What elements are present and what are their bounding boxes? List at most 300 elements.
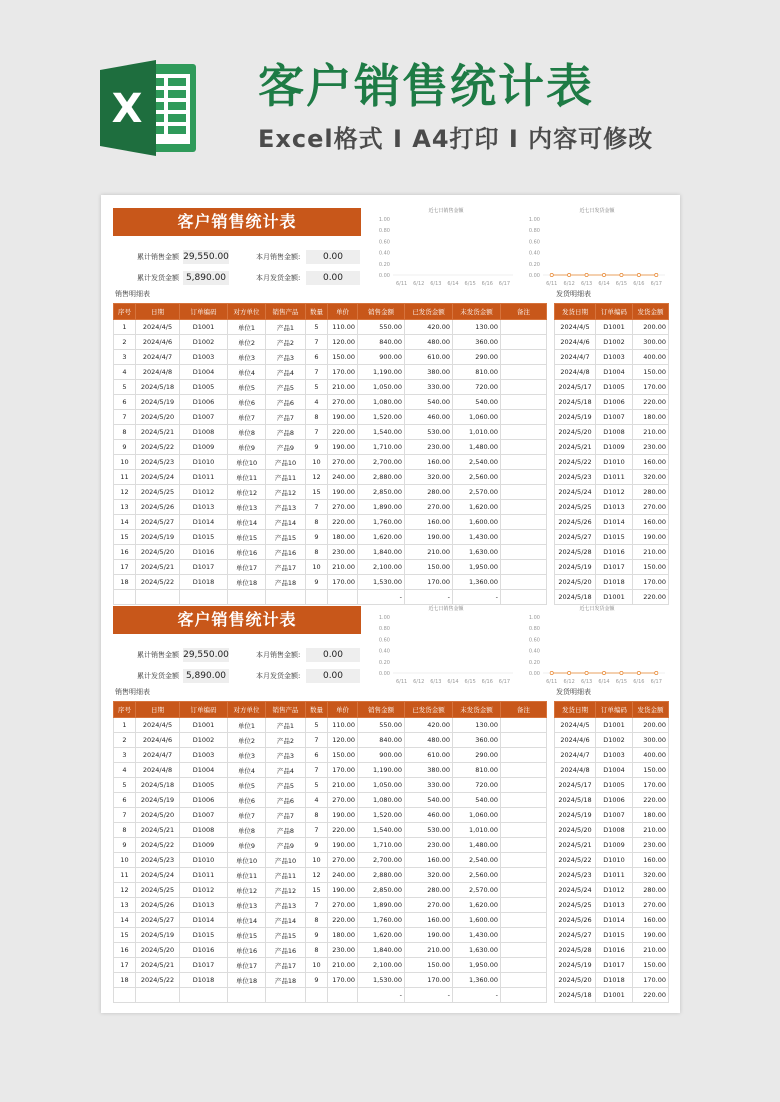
table-cell[interactable] bbox=[501, 823, 547, 838]
table-cell[interactable]: 2024/5/20 bbox=[136, 808, 180, 823]
table-cell[interactable]: 1,480.00 bbox=[453, 440, 501, 455]
table-cell[interactable]: D1009 bbox=[180, 838, 228, 853]
table-cell[interactable] bbox=[501, 838, 547, 853]
table-cell[interactable]: 2024/4/6 bbox=[136, 335, 180, 350]
table-cell[interactable] bbox=[501, 320, 547, 335]
table-cell[interactable]: 180.00 bbox=[633, 808, 669, 823]
table-cell[interactable] bbox=[501, 808, 547, 823]
table-cell[interactable]: D1004 bbox=[596, 763, 633, 778]
table-cell[interactable]: 单位1 bbox=[228, 718, 266, 733]
table-cell[interactable]: 单位12 bbox=[228, 485, 266, 500]
table-cell[interactable]: 8 bbox=[306, 515, 328, 530]
table-cell[interactable]: 270.00 bbox=[633, 898, 669, 913]
table-cell[interactable]: 1,540.00 bbox=[358, 823, 405, 838]
table-cell[interactable]: 单位3 bbox=[228, 350, 266, 365]
table-cell[interactable]: 2,700.00 bbox=[358, 455, 405, 470]
table-cell[interactable]: 1,840.00 bbox=[358, 545, 405, 560]
table-cell[interactable]: 150.00 bbox=[633, 958, 669, 973]
table-cell[interactable]: 840.00 bbox=[358, 733, 405, 748]
table-cell[interactable]: 120.00 bbox=[328, 335, 358, 350]
table-cell[interactable]: 2024/5/23 bbox=[136, 455, 180, 470]
table-cell[interactable] bbox=[501, 793, 547, 808]
table-cell[interactable]: 160.00 bbox=[633, 455, 669, 470]
table-cell[interactable]: 190.00 bbox=[405, 928, 453, 943]
table-cell[interactable]: 230.00 bbox=[633, 838, 669, 853]
table-cell[interactable]: 2024/4/7 bbox=[555, 350, 596, 365]
table-cell[interactable]: 230.00 bbox=[405, 838, 453, 853]
table-cell[interactable]: D1012 bbox=[180, 485, 228, 500]
table-cell[interactable]: 180.00 bbox=[328, 530, 358, 545]
table-cell[interactable]: 2,540.00 bbox=[453, 853, 501, 868]
table-cell[interactable] bbox=[136, 988, 180, 1003]
table-cell[interactable]: D1010 bbox=[180, 455, 228, 470]
table-cell[interactable]: D1002 bbox=[180, 733, 228, 748]
table-cell[interactable]: 1,620.00 bbox=[453, 898, 501, 913]
table-cell[interactable] bbox=[501, 470, 547, 485]
table-cell[interactable]: 1,050.00 bbox=[358, 778, 405, 793]
table-cell[interactable]: 270.00 bbox=[328, 500, 358, 515]
table-cell[interactable]: 7 bbox=[306, 898, 328, 913]
table-cell[interactable]: 810.00 bbox=[453, 763, 501, 778]
table-cell[interactable]: 610.00 bbox=[405, 350, 453, 365]
table-cell[interactable] bbox=[180, 988, 228, 1003]
table-cell[interactable]: D1001 bbox=[596, 320, 633, 335]
table-cell[interactable]: 产品12 bbox=[266, 883, 306, 898]
table-cell[interactable]: 9 bbox=[306, 838, 328, 853]
table-cell[interactable]: 2024/5/20 bbox=[136, 943, 180, 958]
table-cell[interactable]: 2024/5/19 bbox=[555, 808, 596, 823]
table-cell[interactable]: D1015 bbox=[596, 928, 633, 943]
table-cell[interactable]: 2024/5/24 bbox=[136, 868, 180, 883]
table-cell[interactable] bbox=[501, 335, 547, 350]
table-cell[interactable]: 270.00 bbox=[405, 898, 453, 913]
table-cell[interactable]: 320.00 bbox=[633, 868, 669, 883]
table-cell[interactable]: D1015 bbox=[180, 928, 228, 943]
table-cell[interactable]: 7 bbox=[306, 365, 328, 380]
table-cell[interactable]: D1003 bbox=[180, 748, 228, 763]
table-cell[interactable]: D1005 bbox=[180, 380, 228, 395]
table-cell[interactable]: 270.00 bbox=[633, 500, 669, 515]
table-cell[interactable]: D1017 bbox=[180, 560, 228, 575]
table-cell[interactable]: 180.00 bbox=[328, 928, 358, 943]
table-cell[interactable]: 130.00 bbox=[453, 718, 501, 733]
table-cell[interactable]: 产品3 bbox=[266, 350, 306, 365]
table-cell[interactable]: 9 bbox=[114, 440, 136, 455]
table-cell[interactable]: 210.00 bbox=[328, 560, 358, 575]
table-cell[interactable]: 7 bbox=[306, 500, 328, 515]
table-cell[interactable]: 190.00 bbox=[328, 838, 358, 853]
table-cell[interactable]: 产品17 bbox=[266, 958, 306, 973]
table-cell[interactable]: 单位4 bbox=[228, 763, 266, 778]
table-cell[interactable]: 5 bbox=[114, 778, 136, 793]
table-cell[interactable]: 210.00 bbox=[328, 380, 358, 395]
table-cell[interactable]: 210.00 bbox=[633, 943, 669, 958]
table-cell[interactable]: 1,530.00 bbox=[358, 575, 405, 590]
table-cell[interactable]: 2024/5/21 bbox=[136, 823, 180, 838]
table-cell[interactable]: 10 bbox=[306, 853, 328, 868]
table-cell[interactable] bbox=[501, 425, 547, 440]
table-cell[interactable]: 320.00 bbox=[405, 868, 453, 883]
table-cell[interactable]: 2,850.00 bbox=[358, 485, 405, 500]
table-cell[interactable]: 190.00 bbox=[328, 485, 358, 500]
table-cell[interactable]: 1,060.00 bbox=[453, 410, 501, 425]
table-cell[interactable] bbox=[501, 883, 547, 898]
table-cell[interactable]: 160.00 bbox=[633, 853, 669, 868]
table-cell[interactable]: 产品10 bbox=[266, 455, 306, 470]
table-cell[interactable]: D1010 bbox=[596, 455, 633, 470]
table-cell[interactable]: 2024/5/17 bbox=[555, 380, 596, 395]
month-ship-value[interactable]: 0.00 bbox=[306, 669, 360, 683]
table-cell[interactable]: D1008 bbox=[596, 425, 633, 440]
table-cell[interactable]: 150.00 bbox=[328, 350, 358, 365]
table-cell[interactable]: 900.00 bbox=[358, 350, 405, 365]
table-cell[interactable]: 产品2 bbox=[266, 733, 306, 748]
table-cell[interactable]: 单位6 bbox=[228, 793, 266, 808]
table-cell[interactable]: 6 bbox=[306, 350, 328, 365]
table-cell[interactable]: 2024/5/21 bbox=[136, 560, 180, 575]
table-cell[interactable]: 8 bbox=[306, 410, 328, 425]
table-cell[interactable]: D1016 bbox=[180, 545, 228, 560]
table-cell[interactable]: 9 bbox=[306, 530, 328, 545]
table-cell[interactable] bbox=[306, 988, 328, 1003]
table-cell[interactable] bbox=[501, 560, 547, 575]
table-cell[interactable]: 产品7 bbox=[266, 808, 306, 823]
table-cell[interactable]: 2024/5/26 bbox=[555, 913, 596, 928]
table-cell[interactable]: 8 bbox=[306, 913, 328, 928]
table-cell[interactable]: 14 bbox=[114, 913, 136, 928]
table-cell[interactable]: 10 bbox=[306, 455, 328, 470]
table-cell[interactable]: - bbox=[358, 988, 405, 1003]
table-cell[interactable]: 190.00 bbox=[405, 530, 453, 545]
table-cell[interactable]: 单位5 bbox=[228, 778, 266, 793]
table-cell[interactable]: D1012 bbox=[596, 883, 633, 898]
table-cell[interactable]: D1017 bbox=[596, 560, 633, 575]
table-cell[interactable]: - bbox=[405, 988, 453, 1003]
table-cell[interactable]: 270.00 bbox=[405, 500, 453, 515]
table-cell[interactable]: 210.00 bbox=[633, 425, 669, 440]
table-cell[interactable]: 8 bbox=[306, 943, 328, 958]
table-cell[interactable]: 160.00 bbox=[405, 913, 453, 928]
table-cell[interactable]: 1,060.00 bbox=[453, 808, 501, 823]
table-cell[interactable]: 2024/5/17 bbox=[555, 778, 596, 793]
table-cell[interactable]: 9 bbox=[306, 440, 328, 455]
table-cell[interactable] bbox=[501, 515, 547, 530]
table-cell[interactable]: 产品6 bbox=[266, 793, 306, 808]
table-cell[interactable]: D1006 bbox=[596, 793, 633, 808]
table-cell[interactable]: 420.00 bbox=[405, 320, 453, 335]
table-cell[interactable]: 10 bbox=[306, 958, 328, 973]
table-cell[interactable]: 8 bbox=[306, 545, 328, 560]
table-cell[interactable]: 190.00 bbox=[328, 883, 358, 898]
table-cell[interactable]: D1016 bbox=[180, 943, 228, 958]
table-cell[interactable]: 单位9 bbox=[228, 838, 266, 853]
table-cell[interactable]: D1011 bbox=[180, 868, 228, 883]
table-cell[interactable]: 190.00 bbox=[633, 530, 669, 545]
table-cell[interactable]: D1007 bbox=[596, 808, 633, 823]
table-cell[interactable]: 480.00 bbox=[405, 733, 453, 748]
table-cell[interactable] bbox=[114, 988, 136, 1003]
table-cell[interactable]: 220.00 bbox=[328, 425, 358, 440]
table-cell[interactable]: 300.00 bbox=[633, 733, 669, 748]
table-cell[interactable]: 单位2 bbox=[228, 335, 266, 350]
table-cell[interactable]: 4 bbox=[114, 365, 136, 380]
table-cell[interactable] bbox=[501, 380, 547, 395]
table-cell[interactable]: 10 bbox=[114, 455, 136, 470]
table-cell[interactable]: 产品8 bbox=[266, 425, 306, 440]
table-cell[interactable]: 4 bbox=[306, 793, 328, 808]
table-cell[interactable]: 2024/5/21 bbox=[136, 958, 180, 973]
table-cell[interactable] bbox=[266, 988, 306, 1003]
table-cell[interactable]: D1018 bbox=[596, 973, 633, 988]
table-cell[interactable]: D1014 bbox=[596, 913, 633, 928]
table-cell[interactable]: 2024/4/6 bbox=[136, 733, 180, 748]
table-cell[interactable]: 380.00 bbox=[405, 763, 453, 778]
table-cell[interactable]: 330.00 bbox=[405, 380, 453, 395]
table-cell[interactable]: 2024/5/27 bbox=[555, 530, 596, 545]
table-cell[interactable]: 2024/5/20 bbox=[555, 575, 596, 590]
table-cell[interactable]: 单位4 bbox=[228, 365, 266, 380]
table-cell[interactable]: 单位18 bbox=[228, 575, 266, 590]
table-cell[interactable] bbox=[501, 718, 547, 733]
table-cell[interactable]: 7 bbox=[306, 335, 328, 350]
table-cell[interactable]: 2024/4/6 bbox=[555, 335, 596, 350]
table-cell[interactable]: 200.00 bbox=[633, 718, 669, 733]
table-cell[interactable]: 1,520.00 bbox=[358, 808, 405, 823]
table-cell[interactable]: 16 bbox=[114, 545, 136, 560]
table-cell[interactable]: D1001 bbox=[596, 988, 633, 1003]
table-cell[interactable]: 单位10 bbox=[228, 455, 266, 470]
table-cell[interactable]: 150.00 bbox=[633, 763, 669, 778]
table-cell[interactable]: D1013 bbox=[180, 898, 228, 913]
table-cell[interactable]: 单位14 bbox=[228, 913, 266, 928]
table-cell[interactable]: 3 bbox=[114, 748, 136, 763]
total-sales-value[interactable]: 29,550.00 bbox=[183, 252, 229, 262]
table-cell[interactable]: 2024/5/26 bbox=[555, 515, 596, 530]
table-cell[interactable]: D1009 bbox=[180, 440, 228, 455]
table-cell[interactable]: - bbox=[358, 590, 405, 605]
table-cell[interactable]: 单位16 bbox=[228, 545, 266, 560]
table-cell[interactable] bbox=[501, 943, 547, 958]
table-cell[interactable]: 2024/5/23 bbox=[555, 868, 596, 883]
table-cell[interactable]: D1010 bbox=[596, 853, 633, 868]
table-cell[interactable]: 2024/5/18 bbox=[555, 590, 596, 605]
table-cell[interactable]: 230.00 bbox=[405, 440, 453, 455]
table-cell[interactable]: 产品6 bbox=[266, 395, 306, 410]
table-cell[interactable]: 280.00 bbox=[633, 883, 669, 898]
table-cell[interactable]: 单位16 bbox=[228, 943, 266, 958]
table-cell[interactable]: 270.00 bbox=[328, 395, 358, 410]
table-cell[interactable]: 2,560.00 bbox=[453, 470, 501, 485]
table-cell[interactable]: 110.00 bbox=[328, 320, 358, 335]
table-cell[interactable]: 230.00 bbox=[328, 545, 358, 560]
table-cell[interactable]: 7 bbox=[306, 733, 328, 748]
table-cell[interactable]: D1003 bbox=[596, 350, 633, 365]
table-cell[interactable]: 160.00 bbox=[405, 515, 453, 530]
table-cell[interactable] bbox=[501, 763, 547, 778]
table-cell[interactable]: 220.00 bbox=[633, 395, 669, 410]
table-cell[interactable]: 190.00 bbox=[633, 928, 669, 943]
table-cell[interactable]: 2,880.00 bbox=[358, 470, 405, 485]
table-cell[interactable]: 320.00 bbox=[633, 470, 669, 485]
table-cell[interactable]: D1007 bbox=[180, 808, 228, 823]
table-cell[interactable]: 10 bbox=[306, 560, 328, 575]
table-cell[interactable]: 180.00 bbox=[633, 410, 669, 425]
table-cell[interactable]: 380.00 bbox=[405, 365, 453, 380]
table-cell[interactable]: D1016 bbox=[596, 943, 633, 958]
table-cell[interactable]: 2024/5/23 bbox=[136, 853, 180, 868]
table-cell[interactable]: 产品7 bbox=[266, 410, 306, 425]
total-sales-value[interactable]: 29,550.00 bbox=[183, 650, 229, 660]
table-cell[interactable]: 360.00 bbox=[453, 335, 501, 350]
table-cell[interactable] bbox=[501, 410, 547, 425]
table-cell[interactable]: 2024/5/27 bbox=[136, 913, 180, 928]
table-cell[interactable]: 280.00 bbox=[405, 485, 453, 500]
table-cell[interactable]: 540.00 bbox=[453, 395, 501, 410]
table-cell[interactable] bbox=[328, 988, 358, 1003]
table-cell[interactable]: 170.00 bbox=[633, 380, 669, 395]
table-cell[interactable]: D1002 bbox=[596, 733, 633, 748]
table-cell[interactable] bbox=[501, 365, 547, 380]
table-cell[interactable]: 2024/5/25 bbox=[555, 898, 596, 913]
table-cell[interactable]: 2024/5/20 bbox=[136, 545, 180, 560]
table-cell[interactable]: 1,620.00 bbox=[358, 530, 405, 545]
table-cell[interactable]: D1005 bbox=[596, 380, 633, 395]
table-cell[interactable]: 15 bbox=[306, 485, 328, 500]
table-cell[interactable]: 18 bbox=[114, 575, 136, 590]
table-cell[interactable]: 160.00 bbox=[633, 913, 669, 928]
table-cell[interactable]: 17 bbox=[114, 958, 136, 973]
table-cell[interactable]: 2024/4/6 bbox=[555, 733, 596, 748]
table-cell[interactable]: 2024/5/22 bbox=[136, 973, 180, 988]
table-cell[interactable]: 17 bbox=[114, 560, 136, 575]
table-cell[interactable]: 2024/5/19 bbox=[136, 928, 180, 943]
table-cell[interactable]: 单位8 bbox=[228, 823, 266, 838]
table-cell[interactable]: 2024/5/21 bbox=[555, 440, 596, 455]
table-cell[interactable]: 产品1 bbox=[266, 718, 306, 733]
table-cell[interactable]: 480.00 bbox=[405, 335, 453, 350]
table-cell[interactable]: 810.00 bbox=[453, 365, 501, 380]
table-cell[interactable]: 单位11 bbox=[228, 868, 266, 883]
table-cell[interactable]: 2 bbox=[114, 335, 136, 350]
table-cell[interactable]: 190.00 bbox=[328, 808, 358, 823]
table-cell[interactable]: 1,360.00 bbox=[453, 973, 501, 988]
table-cell[interactable]: 530.00 bbox=[405, 425, 453, 440]
table-cell[interactable] bbox=[501, 853, 547, 868]
table-cell[interactable]: 400.00 bbox=[633, 350, 669, 365]
table-cell[interactable]: 产品13 bbox=[266, 500, 306, 515]
table-cell[interactable]: 150.00 bbox=[633, 560, 669, 575]
table-cell[interactable]: 2024/5/26 bbox=[136, 500, 180, 515]
table-cell[interactable]: 产品9 bbox=[266, 440, 306, 455]
table-cell[interactable] bbox=[501, 575, 547, 590]
table-cell[interactable]: D1008 bbox=[180, 823, 228, 838]
table-cell[interactable] bbox=[501, 988, 547, 1003]
table-cell[interactable]: D1018 bbox=[180, 973, 228, 988]
table-cell[interactable]: 15 bbox=[114, 928, 136, 943]
table-cell[interactable]: D1001 bbox=[180, 320, 228, 335]
table-cell[interactable]: 300.00 bbox=[633, 335, 669, 350]
table-cell[interactable] bbox=[501, 455, 547, 470]
table-cell[interactable]: D1013 bbox=[180, 500, 228, 515]
table-cell[interactable]: 单位2 bbox=[228, 733, 266, 748]
table-cell[interactable]: 210.00 bbox=[328, 958, 358, 973]
table-cell[interactable]: 1,080.00 bbox=[358, 793, 405, 808]
table-cell[interactable]: 1,710.00 bbox=[358, 838, 405, 853]
table-cell[interactable]: 单位18 bbox=[228, 973, 266, 988]
table-cell[interactable]: 170.00 bbox=[633, 575, 669, 590]
table-cell[interactable]: 270.00 bbox=[328, 793, 358, 808]
table-cell[interactable] bbox=[501, 748, 547, 763]
table-cell[interactable]: 2024/4/5 bbox=[555, 718, 596, 733]
table-cell[interactable]: 1,620.00 bbox=[453, 500, 501, 515]
table-cell[interactable]: 产品15 bbox=[266, 928, 306, 943]
table-cell[interactable]: 产品2 bbox=[266, 335, 306, 350]
table-cell[interactable]: 210.00 bbox=[633, 545, 669, 560]
table-cell[interactable]: D1012 bbox=[596, 485, 633, 500]
table-cell[interactable]: 2024/5/22 bbox=[136, 440, 180, 455]
table-cell[interactable]: 6 bbox=[306, 748, 328, 763]
table-cell[interactable]: 210.00 bbox=[633, 823, 669, 838]
table-cell[interactable]: 9 bbox=[306, 928, 328, 943]
table-cell[interactable]: 产品17 bbox=[266, 560, 306, 575]
table-cell[interactable]: D1011 bbox=[180, 470, 228, 485]
table-cell[interactable] bbox=[501, 973, 547, 988]
table-cell[interactable]: D1014 bbox=[180, 515, 228, 530]
table-cell[interactable]: 5 bbox=[114, 380, 136, 395]
table-cell[interactable]: 610.00 bbox=[405, 748, 453, 763]
table-cell[interactable]: 170.00 bbox=[328, 365, 358, 380]
table-cell[interactable]: 2024/4/7 bbox=[555, 748, 596, 763]
table-cell[interactable]: 产品14 bbox=[266, 515, 306, 530]
table-cell[interactable]: 1,710.00 bbox=[358, 440, 405, 455]
table-cell[interactable] bbox=[501, 350, 547, 365]
table-cell[interactable] bbox=[501, 545, 547, 560]
table-cell[interactable]: 720.00 bbox=[453, 778, 501, 793]
table-cell[interactable] bbox=[501, 733, 547, 748]
table-cell[interactable]: 2024/4/8 bbox=[555, 763, 596, 778]
table-cell[interactable]: 240.00 bbox=[328, 868, 358, 883]
table-cell[interactable]: 2,880.00 bbox=[358, 868, 405, 883]
table-cell[interactable]: 产品12 bbox=[266, 485, 306, 500]
table-cell[interactable]: 1 bbox=[114, 320, 136, 335]
table-cell[interactable]: 400.00 bbox=[633, 748, 669, 763]
table-cell[interactable]: - bbox=[405, 590, 453, 605]
table-cell[interactable]: 15 bbox=[306, 883, 328, 898]
table-cell[interactable]: 2024/5/28 bbox=[555, 545, 596, 560]
table-cell[interactable]: - bbox=[453, 988, 501, 1003]
table-cell[interactable]: D1007 bbox=[180, 410, 228, 425]
table-cell[interactable]: D1009 bbox=[596, 440, 633, 455]
table-cell[interactable]: D1014 bbox=[180, 913, 228, 928]
table-cell[interactable]: 10 bbox=[114, 853, 136, 868]
table-cell[interactable]: 540.00 bbox=[453, 793, 501, 808]
table-cell[interactable]: 2024/5/18 bbox=[555, 988, 596, 1003]
table-cell[interactable]: 单位9 bbox=[228, 440, 266, 455]
table-cell[interactable]: 7 bbox=[114, 808, 136, 823]
table-cell[interactable]: 2024/5/22 bbox=[136, 838, 180, 853]
table-cell[interactable]: 230.00 bbox=[328, 943, 358, 958]
table-cell[interactable]: 1,760.00 bbox=[358, 515, 405, 530]
table-cell[interactable]: D1017 bbox=[180, 958, 228, 973]
table-cell[interactable]: 2,850.00 bbox=[358, 883, 405, 898]
table-cell[interactable]: 460.00 bbox=[405, 808, 453, 823]
table-cell[interactable]: 2024/5/21 bbox=[555, 838, 596, 853]
table-cell[interactable]: 8 bbox=[306, 808, 328, 823]
table-cell[interactable]: D1004 bbox=[596, 365, 633, 380]
table-cell[interactable]: D1012 bbox=[180, 883, 228, 898]
table-cell[interactable]: 290.00 bbox=[453, 748, 501, 763]
table-cell[interactable]: 160.00 bbox=[405, 455, 453, 470]
